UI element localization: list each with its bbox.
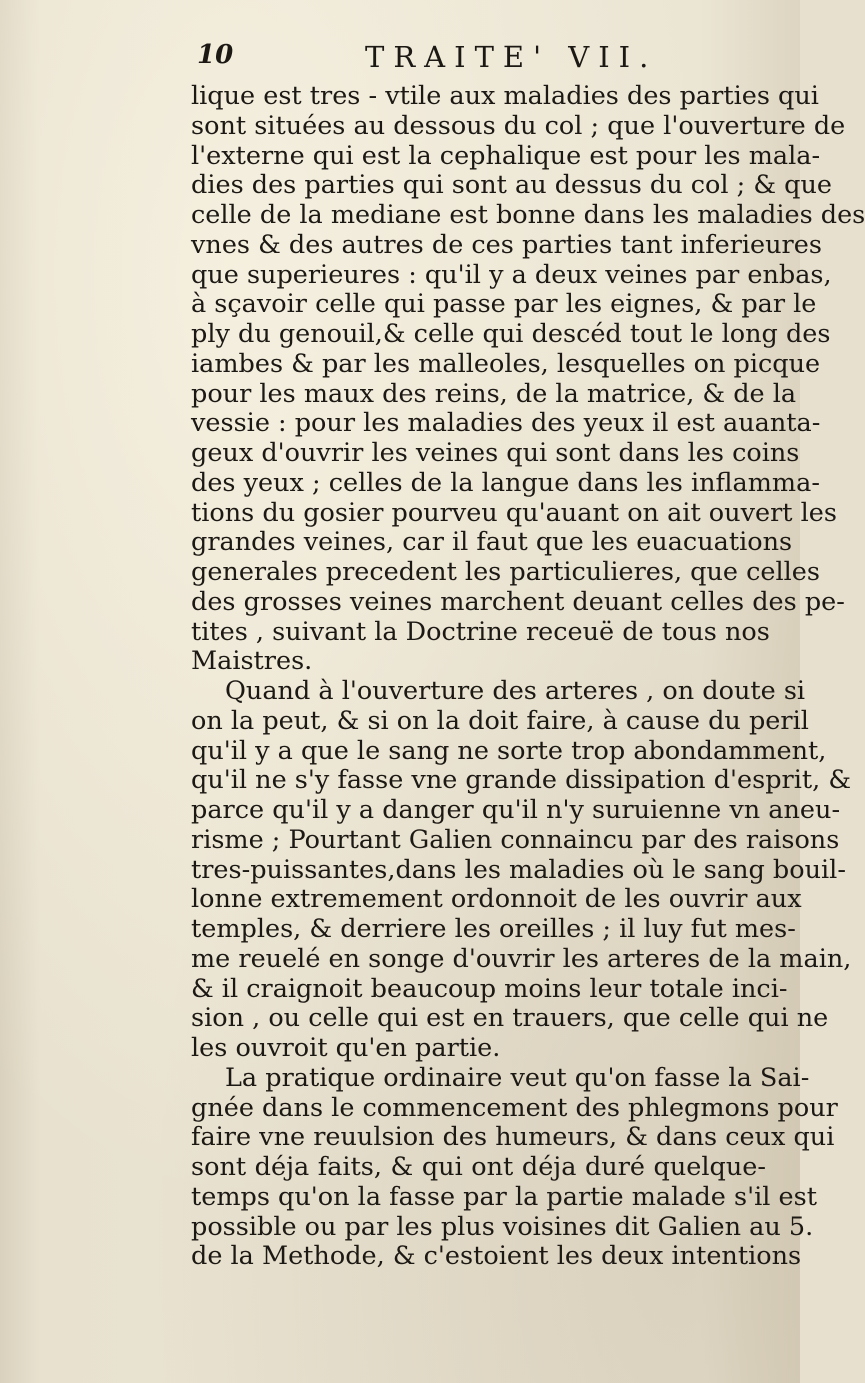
text-line: qu'il ne s'y fasse vne grande dissipation d'esprit, & bbox=[191, 765, 852, 796]
paragraph-end-line: Maistres. bbox=[191, 646, 313, 677]
running-title: TRAITE' VII. bbox=[365, 40, 658, 74]
text-line: parce qu'il y a danger qu'il n'y suruienne vn aneu- bbox=[191, 795, 841, 825]
text-line: risme ; Pourtant Galien connaincu par des raisons bbox=[191, 824, 840, 855]
text-line: vnes & des autres de ces parties tant inferieures bbox=[191, 229, 822, 260]
text-line: temples, & derriere les oreilles ; il luy fut mes- bbox=[191, 914, 796, 944]
text-line: grandes veines, car il faut que les euacuations bbox=[191, 527, 793, 558]
text-line: generales precedent les particulieres, que celles bbox=[191, 557, 820, 587]
paragraph-start-line: La pratique ordinaire veut qu'on fasse la Sai- bbox=[225, 1062, 810, 1093]
text-line: & il craignoit beaucoup moins leur totale inci- bbox=[191, 973, 788, 1004]
text-line: ply du genouil,& celle qui descéd tout le long des bbox=[191, 319, 831, 349]
text-line: temps qu'on la fasse par la partie malade s'il est bbox=[191, 1181, 817, 1212]
text-line: on la peut, & si on la doit faire, à cause du peril bbox=[191, 705, 809, 736]
text-line: dies des parties qui sont au dessus du col ; & que bbox=[191, 170, 833, 201]
running-head bbox=[197, 40, 757, 80]
text-line: pour les maux des reins, de la matrice, & de la bbox=[191, 378, 797, 409]
text-line: faire vne reuulsion des humeurs, & dans ceux qui bbox=[191, 1122, 835, 1153]
text-line: sont situées au dessous du col ; que l'ouverture de bbox=[191, 110, 846, 141]
text-line: des grosses veines marchent deuant celles des pe- bbox=[191, 586, 845, 617]
text-line: que superieures : qu'il y a deux veines par enbas, bbox=[191, 259, 832, 290]
body-text bbox=[191, 81, 865, 1272]
text-line: de la Methode, & c'estoient les deux intentions bbox=[191, 1241, 802, 1272]
text-line: iambes & par les malleoles, lesquelles on picque bbox=[191, 348, 821, 379]
text-line: des yeux ; celles de la langue dans les inflamma- bbox=[191, 467, 820, 498]
text-line: tites , suivant la Doctrine receuë de tous nos bbox=[191, 616, 770, 647]
text-line: celle de la mediane est bonne dans les maladies des bbox=[191, 200, 865, 230]
paragraph-end-line: les ouvroit qu'en partie. bbox=[191, 1033, 501, 1063]
page-number: 10 bbox=[197, 40, 234, 70]
text-line: sion , ou celle qui est en trauers, que celle qui ne bbox=[191, 1003, 829, 1034]
text-line: me reuelé en songe d'ouvrir les arteres de la main, bbox=[191, 943, 852, 974]
text-line: lonne extremement ordonnoit de les ouvrir aux bbox=[191, 884, 802, 915]
text-line: geux d'ouvrir les veines qui sont dans les coins bbox=[191, 438, 800, 468]
text-line: l'externe qui est la cephalique est pour les mala- bbox=[191, 140, 821, 171]
text-line: tions du gosier pourveu qu'auant on ait ouvert les bbox=[191, 497, 837, 528]
paragraph-start-line: Quand à l'ouverture des arteres , on doute si bbox=[225, 676, 806, 706]
text-line: vessie : pour les maladies des yeux il est auanta- bbox=[191, 408, 821, 439]
text-line: gnée dans le commencement des phlegmons pour bbox=[191, 1092, 838, 1123]
text-line: tres-puissantes,dans les maladies où le sang bouil- bbox=[191, 854, 846, 885]
text-line: sont déja faits, & qui ont déja duré quelque- bbox=[191, 1152, 766, 1182]
text-line: lique est tres - vtile aux maladies des parties qui bbox=[191, 81, 819, 111]
text-line: qu'il y a que le sang ne sorte trop abondamment, bbox=[191, 735, 827, 766]
text-line: à sçavoir celle qui passe par les eignes, & par le bbox=[191, 289, 817, 320]
text-line: possible ou par les plus voisines dit Galien au 5. bbox=[191, 1211, 814, 1242]
